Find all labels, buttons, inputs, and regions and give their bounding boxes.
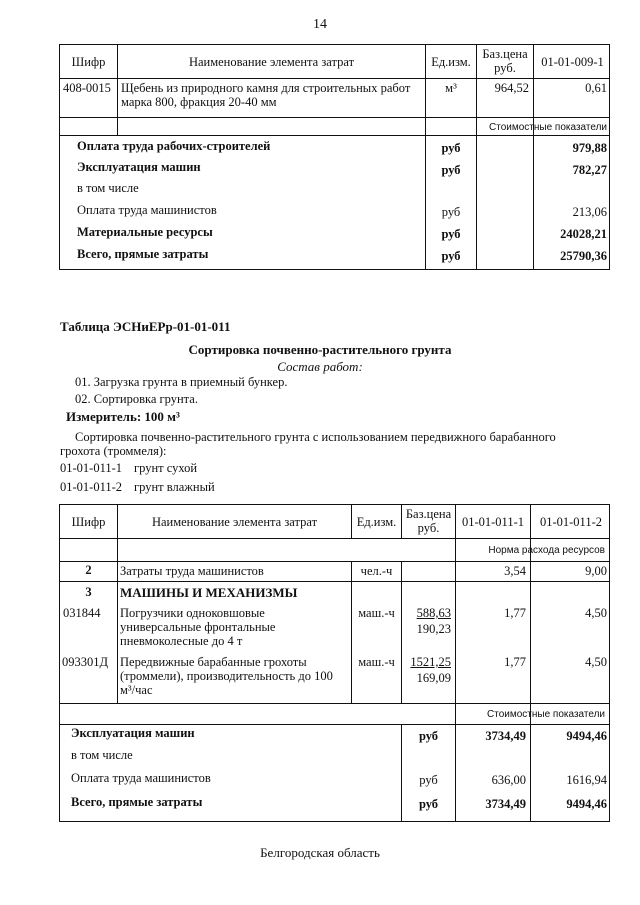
cost-v2: 9494,46 xyxy=(566,797,607,811)
cost-unit: руб xyxy=(419,773,438,787)
page-number: 14 xyxy=(313,17,327,32)
row-price: 964,52 xyxy=(494,81,529,95)
measure: Измеритель: 100 м³ xyxy=(66,409,180,424)
header-col1: 01-01-009-1 xyxy=(541,55,604,69)
header-price: Баз.цена руб. xyxy=(482,47,528,75)
cost-label: Эксплуатация машин xyxy=(71,726,195,740)
resource-table-2 xyxy=(59,504,610,822)
cost-section-label: Стоимостные показатели xyxy=(489,122,607,133)
header-col2: 01-01-011-2 xyxy=(539,515,603,529)
row-v1: 3,54 xyxy=(504,564,526,578)
cost-label: Оплата труда рабочих-строителей xyxy=(77,139,271,153)
header-code: Шифр xyxy=(71,55,106,69)
work-item: 02. Сортировка грунта. xyxy=(75,392,198,406)
cost-section-label: Стоимостные показатели xyxy=(487,709,605,720)
variant-label: грунт влажный xyxy=(134,480,215,494)
row-name: Погрузчики одноковшовые универсальные фронтальные пневмоколесные до 4 т xyxy=(120,606,276,648)
header-col1: 01-01-011-1 xyxy=(461,515,525,529)
row-unit: маш.-ч xyxy=(358,606,395,620)
row-code: 3 xyxy=(85,585,92,599)
cost-label: Материальные ресурсы xyxy=(77,225,213,239)
row-price-bottom: 169,09 xyxy=(416,671,451,685)
header-unit: Ед.изм. xyxy=(431,55,471,69)
description: Сортировка почвенно-растительного грунта с использованием передвижного барабанного xyxy=(75,430,556,444)
row-value: 0,61 xyxy=(585,81,607,95)
row-v2: 4,50 xyxy=(585,606,607,620)
row-v1: 1,77 xyxy=(504,606,526,620)
header-price: Баз.цена руб. xyxy=(405,507,452,535)
row-name: Передвижные барабанные грохоты (троммели), производительность до 100 м³/час xyxy=(120,655,333,697)
cost-label: Эксплуатация машин xyxy=(77,160,201,174)
cost-label: Оплата труда машинистов xyxy=(77,203,217,217)
header-code: Шифр xyxy=(71,515,106,529)
cost-unit: руб xyxy=(441,163,461,177)
variant-label: грунт сухой xyxy=(134,461,198,475)
row-v1: 1,77 xyxy=(504,655,526,669)
cost-label: Оплата труда машинистов xyxy=(71,771,211,785)
row-price-top: 588,63 xyxy=(416,606,451,620)
cost-value: 25790,36 xyxy=(560,249,607,263)
row-v2: 9,00 xyxy=(585,564,607,578)
cost-unit: руб xyxy=(418,797,439,811)
cost-value: 213,06 xyxy=(572,205,607,219)
row-name: Щебень из природного камня для строительных работ марка 800, фракция 20-40 мм xyxy=(121,81,411,109)
row-unit: маш.-ч xyxy=(358,655,395,669)
cost-value: 24028,21 xyxy=(560,227,607,241)
cost-unit: руб xyxy=(441,227,461,241)
cost-v1: 3734,49 xyxy=(485,797,526,811)
row-code: 093301Д xyxy=(62,655,109,669)
cost-unit: руб xyxy=(441,249,461,263)
cost-v1: 636,00 xyxy=(491,773,526,787)
row-unit: м³ xyxy=(445,81,457,95)
norm-section-label: Норма расхода ресурсов xyxy=(488,545,605,556)
row-name: МАШИНЫ И МЕХАНИЗМЫ xyxy=(120,585,298,600)
footer-region: Белгородская область xyxy=(260,845,380,860)
row-code: 408-0015 xyxy=(63,81,111,95)
resource-table-1 xyxy=(59,44,610,270)
cost-label: Всего, прямые затраты xyxy=(71,795,203,809)
cost-unit: руб xyxy=(441,141,461,155)
cost-v1: 3734,49 xyxy=(485,729,526,743)
header-name: Наименование элемента затрат xyxy=(188,55,355,69)
section-subtitle: Состав работ: xyxy=(277,359,363,374)
row-v2: 4,50 xyxy=(585,655,607,669)
cost-unit: руб xyxy=(441,205,461,219)
cost-v2: 9494,46 xyxy=(566,729,607,743)
variant-code: 01-01-011-1 xyxy=(60,461,123,475)
cost-value: 979,88 xyxy=(572,141,607,155)
row-unit: чел.-ч xyxy=(360,564,393,578)
row-price-top: 1521,25 xyxy=(410,655,451,669)
cost-label: в том числе xyxy=(71,748,133,762)
cost-unit: руб xyxy=(418,729,439,743)
variant-code: 01-01-011-2 xyxy=(60,480,123,494)
cost-value: 782,27 xyxy=(572,163,607,177)
header-name: Наименование элемента затрат xyxy=(151,515,318,529)
table-id: Таблица ЭСНиЕРр-01-01-011 xyxy=(60,319,231,334)
header-unit: Ед.изм. xyxy=(356,515,397,529)
cost-label: в том числе xyxy=(77,181,139,195)
description: грохота (троммеля): xyxy=(60,444,167,458)
row-code: 031844 xyxy=(63,606,101,620)
row-price-bottom: 190,23 xyxy=(416,622,451,636)
section-title: Сортировка почвенно-растительного грунта xyxy=(188,342,452,357)
row-code: 2 xyxy=(85,563,92,577)
cost-label: Всего, прямые затраты xyxy=(77,247,209,261)
row-name: Затраты труда машинистов xyxy=(120,564,264,578)
cost-v2: 1616,94 xyxy=(566,773,607,787)
work-item: 01. Загрузка грунта в приемный бункер. xyxy=(75,375,288,389)
